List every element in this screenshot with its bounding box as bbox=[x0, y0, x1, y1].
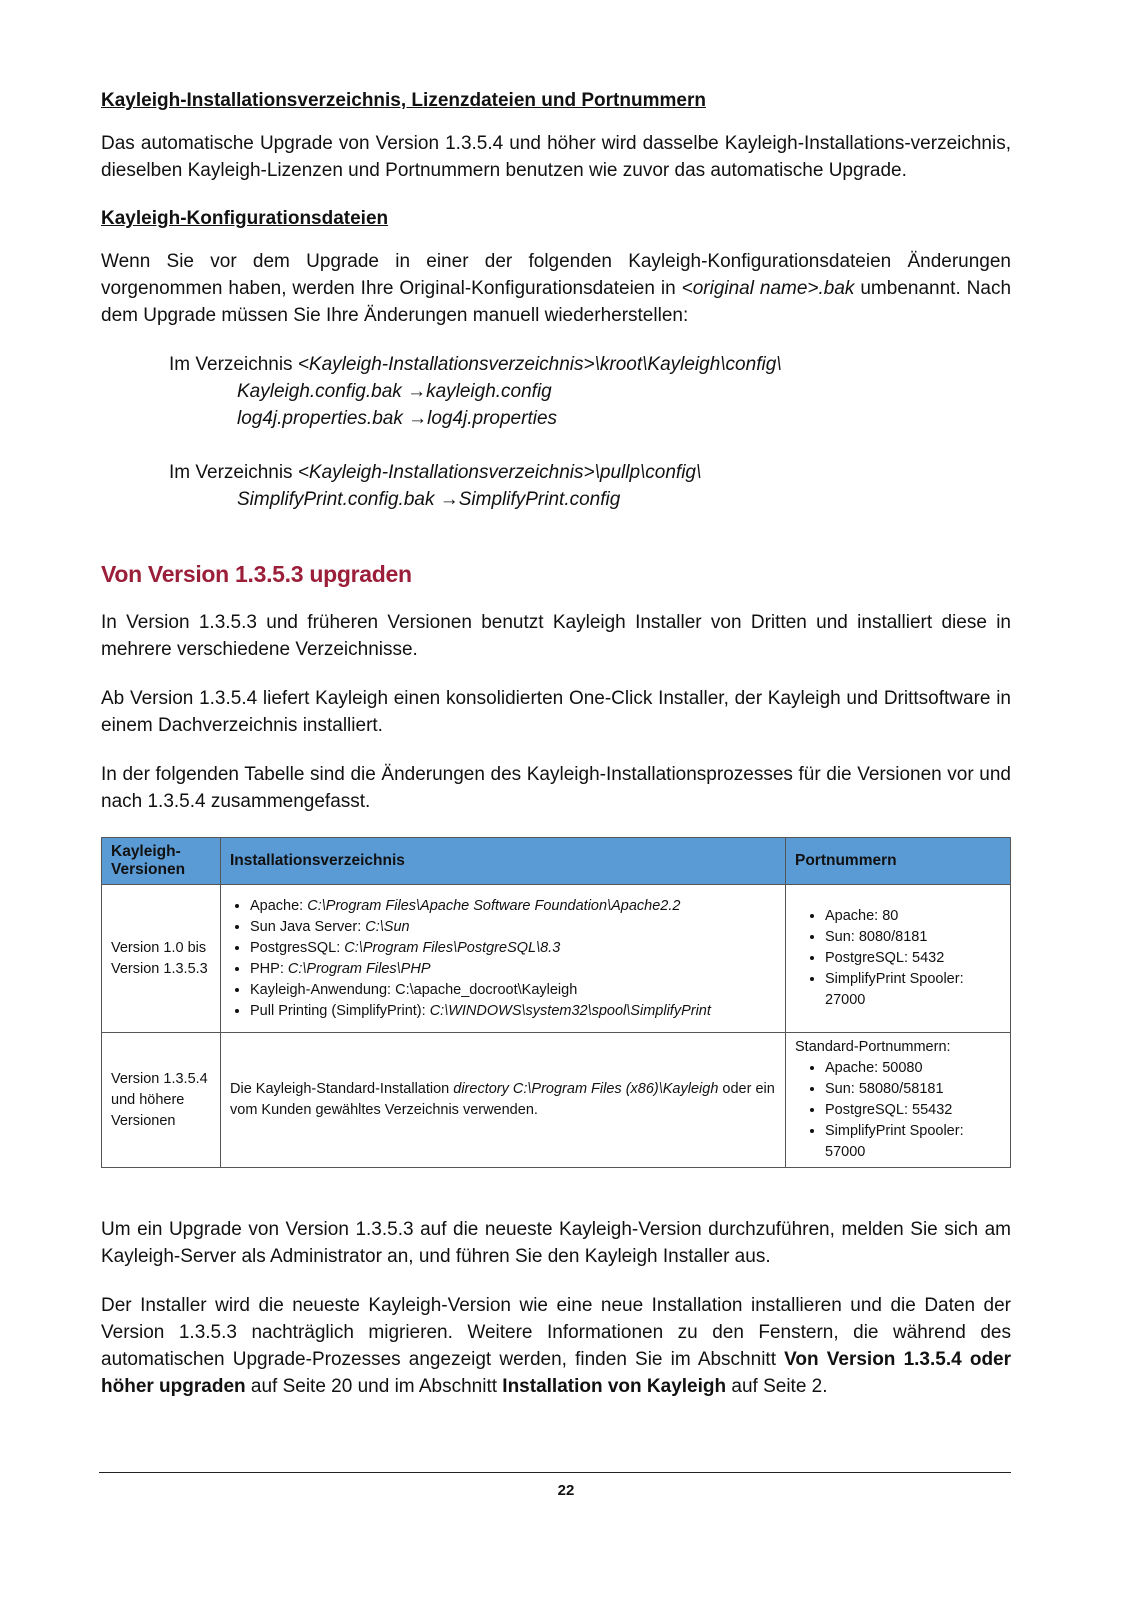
arrow-icon: → bbox=[408, 408, 428, 429]
table-row bbox=[102, 1033, 1011, 1168]
directory-block-pullp: Im Verzeichnis <Kayleigh-Installationsverzeichnis>\pullp\config\ SimplifyPrint.config.bak →SimplifyPrint.config bbox=[169, 462, 702, 510]
header-versions: Kayleigh-Versionen bbox=[102, 838, 221, 885]
header-install-dir: Installationsverzeichnis bbox=[221, 838, 786, 885]
paragraph-installer-migration: Der Installer wird die neueste Kayleigh-Version wie eine neue Installation installieren und die Daten der Version 1.3.5.3 nachträglich migrieren. Weitere Informationen zu den Fenstern, die während des automatischen Upgrade-Prozesses angezeigt werden, finden Sie im Abschnitt Von Version 1.3.5.4 oder höher upgraden auf Seite 20 und im Abschnitt Installation von Kayleigh auf Seite 2. bbox=[101, 1295, 1012, 1397]
cell-install-dir: Die Kayleigh-Standard-Installation directory C:\Program Files (x86)\Kayleigh oder ein vom Kunden gewähltes Verzeichnis verwenden. bbox=[221, 1033, 786, 1168]
arrow-icon: → bbox=[439, 489, 459, 510]
cell-ports: • Apache: 80 • Sun: 8080/8181 • PostgreSQL: 5432 • SimplifyPrint Spooler: 27000 bbox=[786, 885, 1011, 1033]
section-title: Von Version 1.3.5.3 upgraden bbox=[101, 561, 412, 587]
paragraph-old-installer: In Version 1.3.5.3 und früheren Versionen benutzt Kayleigh Installer von Dritten und installiert diese in mehrere verschiedene Verzeichnisse. bbox=[101, 612, 1011, 660]
paragraph-one-click-installer: Ab Version 1.3.5.4 liefert Kayleigh einen konsolidierten One-Click Installer, der Kayleigh und Drittsoftware in einem Dachverzeichnis installiert. bbox=[101, 688, 1011, 736]
paragraph-table-intro: In der folgenden Tabelle sind die Änderungen des Kayleigh-Installationsprozesses für die Versionen vor und nach 1.3.5.4 zusammengefasst. bbox=[101, 764, 1011, 812]
paragraph-upgrade-instructions: Um ein Upgrade von Version 1.3.5.3 auf die neueste Kayleigh-Version durchzuführen, melden Sie sich am Kayleigh-Server als Administrator an, und führen Sie den Kayleigh Installer aus. bbox=[101, 1219, 1011, 1267]
footer-divider bbox=[99, 1472, 1011, 1473]
cell-ports: Standard-Portnummern: • Apache: 50080 • Sun: 58080/58181 • PostgreSQL: 55432 • SimplifyPrint Spooler: 57000 bbox=[786, 1033, 1011, 1168]
paragraph-config-changes: Wenn Sie vor dem Upgrade in einer der folgenden Kayleigh-Konfigurationsdateien Änderungen vorgenommen haben, werden Ihre Original-Konfigurationsdateien in <original name>.bak umbenannt. Nach dem Upgrade müssen Sie Ihre Änderungen manuell wiederherstellen: bbox=[101, 251, 1012, 326]
subheading-config-files: Kayleigh-Konfigurationsdateien bbox=[101, 208, 389, 229]
cell-install-dir: • Apache: C:\Program Files\Apache Software Foundation\Apache2.2 • Sun Java Server: C:\Sun • PostgresSQL: C:\Program Files\PostgreSQL\8.3 • PHP: C:\Program Files\PHP • Kayleigh-Anwendung: C:\apache_docroot\Kayleigh • Pull Printing (SimplifyPrint): C:\WINDOWS\system32\spool\SimplifyPrint bbox=[221, 885, 786, 1033]
page-content bbox=[101, 88, 1011, 1422]
cell-version: Version 1.3.5.4 und höhere Versionen bbox=[102, 1033, 221, 1168]
page-number: 22 bbox=[557, 1482, 575, 1499]
cell-version: Version 1.0 bis Version 1.3.5.3 bbox=[102, 885, 221, 1033]
arrow-icon: → bbox=[407, 381, 427, 402]
subheading-install-dir: Kayleigh-Installationsverzeichnis, Lizenzdateien und Portnummern bbox=[101, 90, 706, 111]
versions-table bbox=[101, 837, 1011, 1168]
table-row bbox=[102, 885, 1011, 1033]
directory-block-kroot: Im Verzeichnis <Kayleigh-Installationsverzeichnis>\kroot\Kayleigh\config\ Kayleigh.config.bak →kayleigh.config log4j.properties.bak →log4j.properties bbox=[169, 354, 782, 429]
paragraph-auto-upgrade: Das automatische Upgrade von Version 1.3.5.4 und höher wird dasselbe Kayleigh-Installations-verzeichnis, dieselben Kayleigh-Lizenzen und Portnummern benutzen wie zuvor das automatische Upgrade. bbox=[101, 133, 1011, 181]
table-header-row bbox=[102, 838, 1011, 885]
header-ports: Portnummern bbox=[786, 838, 1011, 885]
